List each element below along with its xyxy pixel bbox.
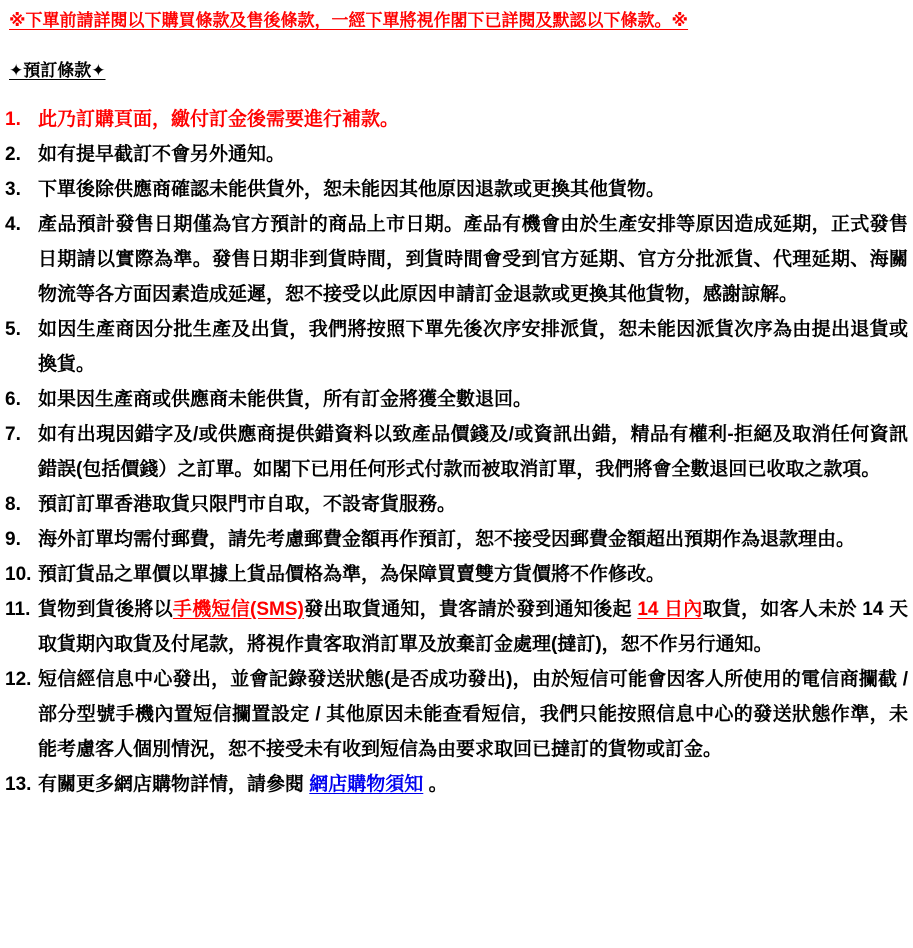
term-number: 11. bbox=[5, 599, 31, 620]
term-number: 3. bbox=[5, 179, 21, 200]
term-text-segment: 海外訂單均需付郵費，請先考慮郵費金額再作預訂，恕不接受因郵費金額超出預期作為退款理由。 bbox=[38, 529, 856, 550]
section-header-preorder-terms: ✦預訂條款✦ bbox=[9, 61, 106, 80]
term-item bbox=[5, 522, 908, 557]
term-item bbox=[5, 137, 908, 172]
term-number: 6. bbox=[5, 389, 21, 410]
term-text-segment: 貨物到貨後將以 bbox=[38, 599, 173, 620]
term-text-segment: 有關更多網店購物詳情，請參閱 bbox=[38, 774, 310, 795]
term-number: 13. bbox=[5, 774, 32, 795]
term-text-highlight: 手機短信(SMS) bbox=[172, 599, 304, 620]
term-text-segment: 如有出現因錯字及/或供應商提供錯資料以致產品價錢及/或資訊出錯，精品有權利-拒絕及取消任何資訊錯誤(包括價錢）之訂單。如閣下已用任何形式付款而被取消訂單，我們將會全數退回已收取之款項。 bbox=[38, 424, 908, 480]
term-item bbox=[5, 487, 908, 522]
term-item bbox=[5, 312, 908, 382]
term-item bbox=[5, 592, 908, 662]
term-text bbox=[38, 312, 908, 382]
term-item bbox=[5, 662, 908, 767]
term-text-highlight: 14 日內 bbox=[637, 599, 703, 620]
term-text bbox=[38, 557, 908, 592]
term-item bbox=[5, 102, 908, 137]
term-text-segment: 。 bbox=[423, 774, 448, 795]
term-number: 1. bbox=[5, 109, 21, 130]
term-item bbox=[5, 557, 908, 592]
term-number: 8. bbox=[5, 494, 21, 515]
term-text bbox=[38, 172, 908, 207]
term-text bbox=[38, 382, 908, 417]
term-text bbox=[38, 522, 908, 557]
term-text-segment: 短信經信息中心發出，並會記錄發送狀態(是否成功發出)，由於短信可能會因客人所使用的電信商攔截 / 部分型號手機內置短信攔置設定 / 其他原因未能查看短信，我們只能按照信息中心的發送狀態作準，未能考慮客人個別情況，恕不接受未有收到短信為由要求取回已撻訂的貨物或訂金。 bbox=[38, 669, 908, 760]
term-number: 12. bbox=[5, 669, 32, 690]
term-text-segment: 如果因生產商或供應商未能供貨，所有訂金將獲全數退回。 bbox=[38, 389, 533, 410]
term-text bbox=[38, 487, 908, 522]
term-text-segment: 預訂訂單香港取貨只限門市自取，不設寄貨服務。 bbox=[38, 494, 457, 515]
term-text-segment: 下單後除供應商確認未能供貨外，恕未能因其他原因退款或更換其他貨物。 bbox=[38, 179, 666, 200]
term-text bbox=[38, 207, 908, 312]
term-item bbox=[5, 172, 908, 207]
term-item bbox=[5, 417, 908, 487]
term-text-segment: 如因生產商因分批生產及出貨，我們將按照下單先後次序安排派貨，恕未能因派貨次序為由提出退貨或換貨。 bbox=[38, 319, 908, 375]
term-text-segment: 產品預計發售日期僅為官方預計的商品上市日期。產品有機會由於生產安排等原因造成延期，正式發售日期請以實際為準。發售日期非到貨時間，到貨時間會受到官方延期、官方分批派貨、代理延期、海關物流等各方面因素造成延遲，恕不接受以此原因申請訂金退款或更換其他貨物，感謝諒解。 bbox=[38, 214, 908, 305]
terms-list bbox=[5, 102, 908, 802]
shop-guide-link[interactable]: 網店購物須知 bbox=[309, 774, 424, 795]
term-text-segment: 預訂貨品之單價以單據上貨品價格為準，為保障買賣雙方貨價將不作修改。 bbox=[38, 564, 666, 585]
term-text-segment: 此乃訂購頁面，繳付訂金後需要進行補款。 bbox=[38, 109, 400, 130]
page-title: ※下單前請詳閱以下購買條款及售後條款，一經下單將視作閣下已詳閱及默認以下條款。※ bbox=[9, 11, 689, 30]
term-text bbox=[38, 417, 908, 487]
term-text bbox=[38, 137, 908, 172]
term-item bbox=[5, 382, 908, 417]
term-text-segment: 取貨，如客人未於 14 天取貨期內取貨及付尾款，將視作貴客取消訂單及放棄訂金處理(撻訂)，恕不作另行通知。 bbox=[38, 599, 908, 655]
term-number: 9. bbox=[5, 529, 21, 550]
term-text bbox=[38, 662, 908, 767]
term-number: 10. bbox=[5, 564, 32, 585]
term-text-segment: 如有提早截訂不會另外通知。 bbox=[38, 144, 286, 165]
term-text bbox=[38, 767, 908, 802]
term-number: 2. bbox=[5, 144, 21, 165]
term-item bbox=[5, 207, 908, 312]
term-text bbox=[38, 102, 908, 137]
term-text bbox=[38, 592, 908, 662]
term-item bbox=[5, 767, 908, 802]
term-number: 7. bbox=[5, 424, 21, 445]
term-number: 5. bbox=[5, 319, 21, 340]
term-text-segment: 發出取貨通知，貴客請於發到通知後起 bbox=[303, 599, 638, 620]
term-number: 4. bbox=[5, 214, 21, 235]
